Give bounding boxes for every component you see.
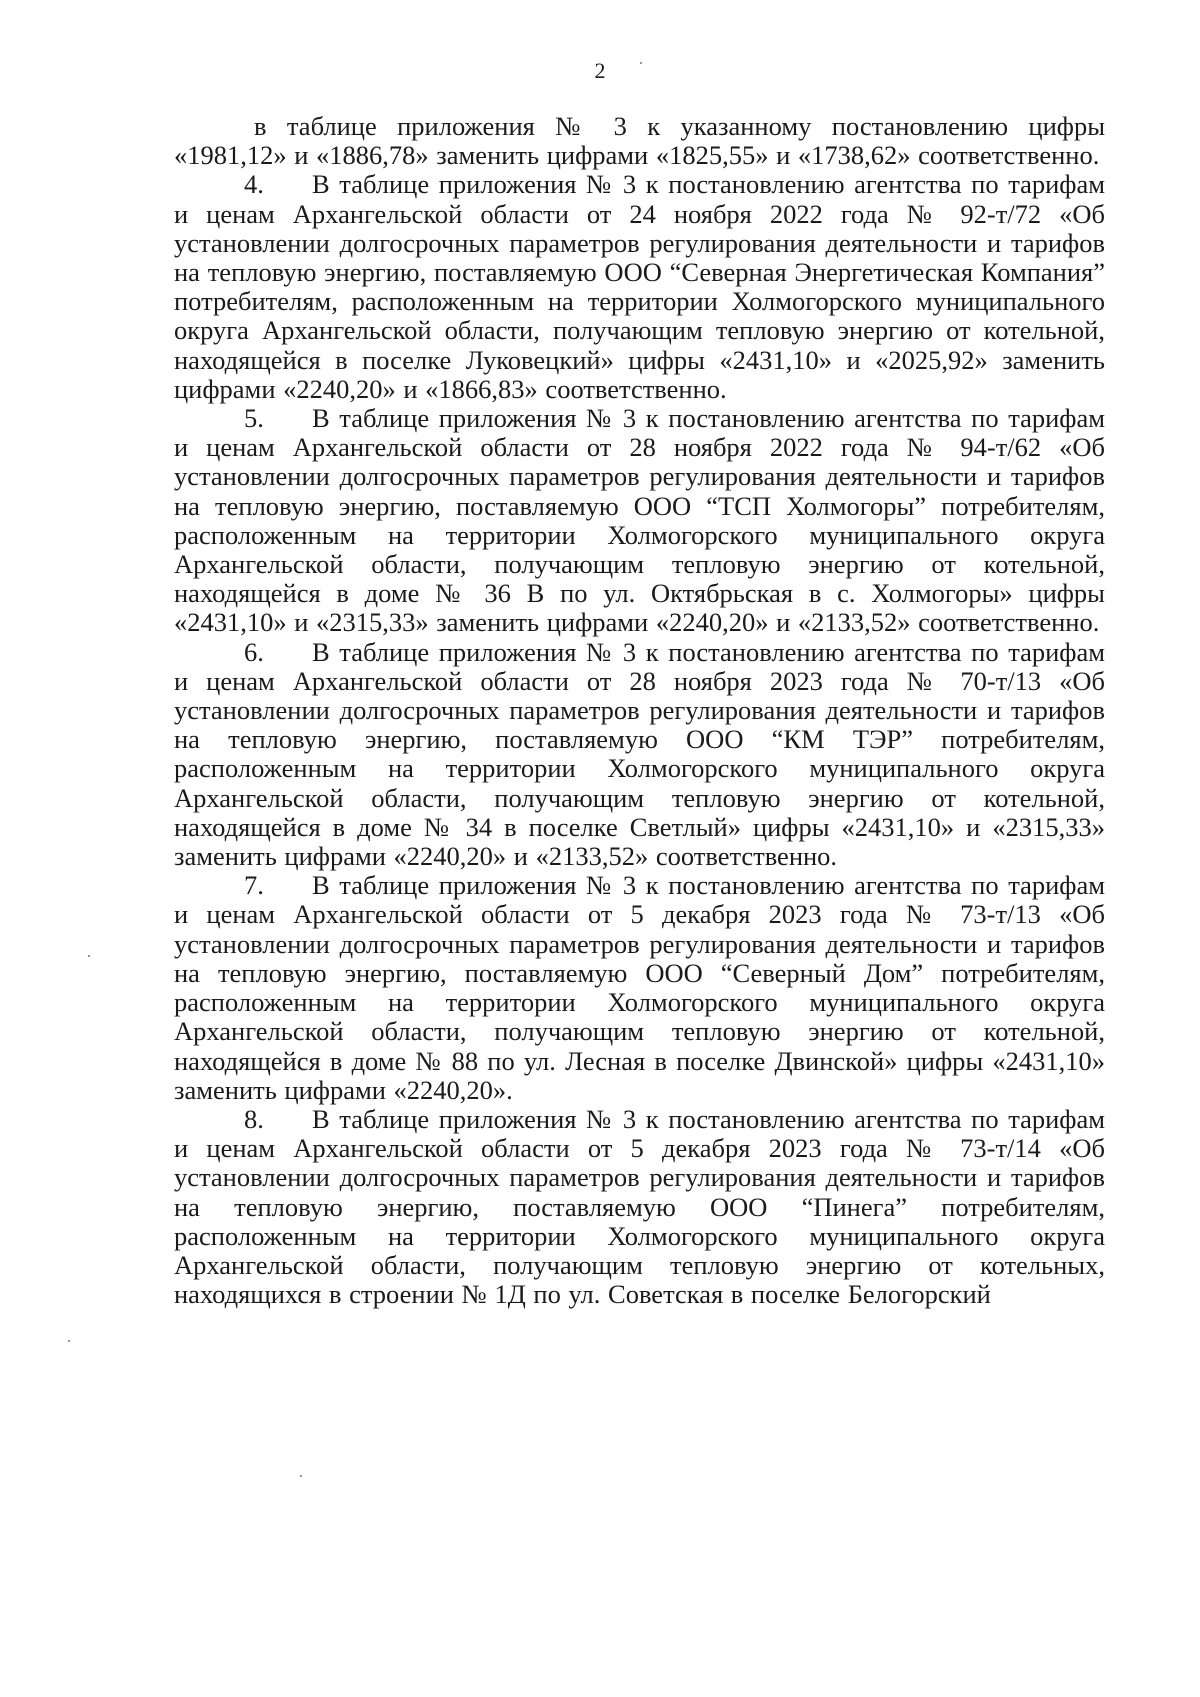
scan-speck xyxy=(68,1340,70,1342)
item-7 xyxy=(174,871,1105,1105)
item-number: 4. xyxy=(244,169,264,200)
scan-speck xyxy=(640,62,642,64)
page-number: 2 xyxy=(594,58,606,83)
item-text: В таблице приложения № 3 к постановлению агентства по тарифам и ценам Архангельской области от 24 ноября 2022 года № 92-т/72 «Об установлении долгосрочных параметров регулирования деятельности и тарифов на тепловую энергию, поставляемую ООО “Северная Энергетическая Компания” потребителям, расположенным на территории Холмогорского муниципального округа Архангельской области, получающим тепловую энергию от котельной, находящейся в поселке Луковецкий» цифры «2431,10» и «2025,92» заменить цифрами «2240,20» и «1866,83» соответственно. xyxy=(174,169,1105,404)
item-text: В таблице приложения № 3 к постановлению агентства по тарифам и ценам Архангельской области от 5 декабря 2023 года № 73-т/13 «Об установлении долгосрочных параметров регулирования деятельности и тарифов на тепловую энергию, поставляемую ООО “Северный Дом” потребителям, расположенным на территории Холмогорского муниципального округа Архангельской области, получающим тепловую энергию от котельной, находящейся в доме № 88 по ул. Лесная в поселке Двинской» цифры «2431,10» заменить цифрами «2240,20». xyxy=(174,870,1105,1105)
item-text: В таблице приложения № 3 к постановлению агентства по тарифам и ценам Архангельской области от 28 ноября 2023 года № 70-т/13 «Об установлении долгосрочных параметров регулирования деятельности и тарифов на тепловую энергию, поставляемую ООО “КМ ТЭР” потребителям, расположенным на территории Холмогорского муниципального округа Архангельской области, получающим тепловую энергию от котельной, находящейся в доме № 34 в поселке Светлый» цифры «2431,10» и «2315,33» заменить цифрами «2240,20» и «2133,52» соответственно. xyxy=(174,636,1105,872)
item-number: 8. xyxy=(244,1103,264,1134)
item-text: В таблице приложения № 3 к постановлению агентства по тарифам и ценам Архангельской области от 28 ноября 2022 года № 94-т/62 «Об установлении долгосрочных параметров регулирования деятельности и тарифов на тепловую энергию, поставляемую ООО “ТСП Холмогоры” потребителям, расположенным на территории Холмогорского муниципального округа Архангельской области, получающим тепловую энергию от котельной, находящейся в доме № 36 В по ул. Октябрьская в с. Холмогоры» цифры «2431,10» и «2315,33» заменить цифрами «2240,20» и «2133,52» соответственно. xyxy=(174,403,1105,638)
item-number: 5. xyxy=(244,403,264,434)
item-8 xyxy=(174,1105,1105,1309)
item-5 xyxy=(174,404,1105,638)
item-text: В таблице приложения № 3 к постановлению агентства по тарифам и ценам Архангельской области от 5 декабря 2023 года № 73-т/14 «Об установлении долгосрочных параметров регулирования деятельности и тарифов на тепловую энергию, поставляемую ООО “Пинега” потребителям, расположенным на территории Холмогорского муниципального округа Архангельской области, получающим тепловую энергию от котельных, находящихся в строении № 1Д по ул. Советская в поселке Белогорский xyxy=(174,1103,1105,1310)
document-body xyxy=(174,112,1105,1309)
item-6 xyxy=(174,638,1105,872)
item-4 xyxy=(174,170,1105,404)
item-number: 6. xyxy=(244,636,264,667)
scan-speck xyxy=(300,1475,302,1477)
item-number: 7. xyxy=(244,870,264,901)
scan-speck xyxy=(88,955,90,957)
intro-paragraph: в таблице приложения № 3 к указанному постановлению цифры «1981,12» и «1886,78» заменить цифрами «1825,55» и «1738,62» соответственно. xyxy=(174,111,1105,171)
